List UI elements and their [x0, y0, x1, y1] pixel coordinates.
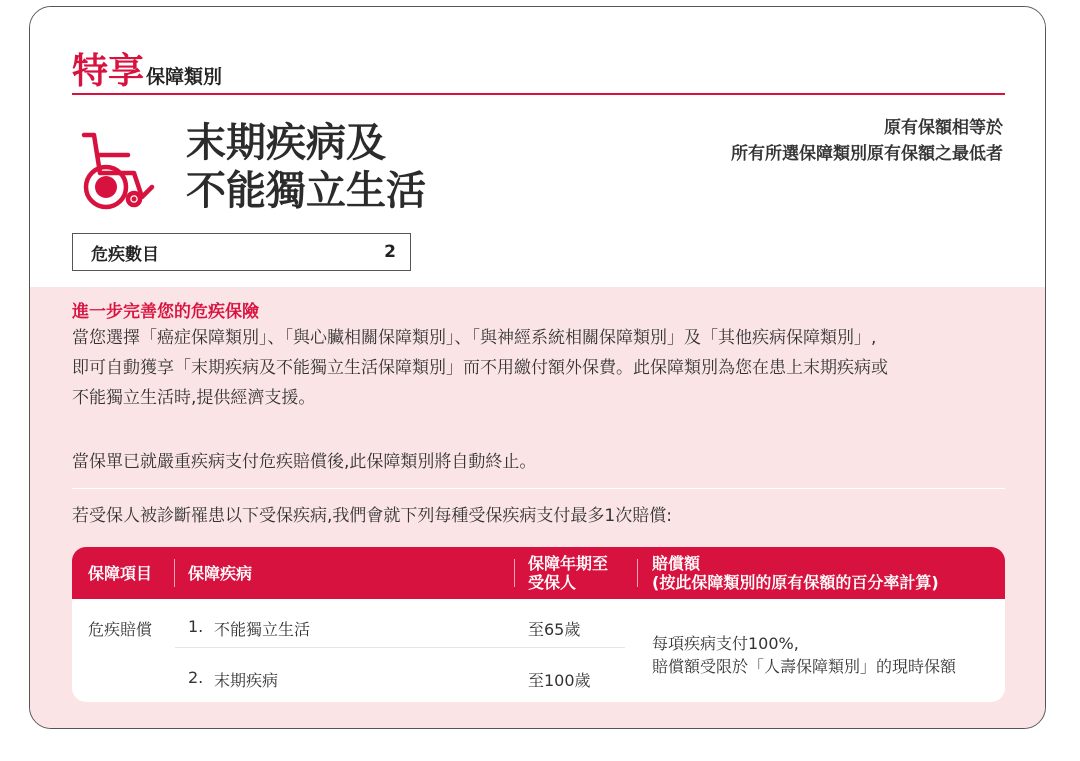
row-1-term: 至65歲 — [528, 620, 581, 639]
benefit-title — [186, 119, 426, 215]
payment-description — [652, 632, 956, 678]
termination-paragraph: 當保單已就嚴重疾病支付危疾賠償後,此保障類別將自動終止。 — [72, 452, 537, 472]
illness-count-box — [72, 233, 411, 271]
header-divider — [72, 93, 1005, 95]
header-item: 保障項目 — [88, 563, 153, 583]
claim-paragraph: 若受保人被診斷罹患以下受保疾病,我們會就下列每種受保疾病支付最多1次賠償: — [72, 506, 672, 526]
intro-line-1: 當您選擇「癌症保障類別」、「與心臟相關保障類別」、「與神經系統相關保障類別」及「其他疾病保障類別」, — [72, 328, 877, 348]
header-disease: 保障疾病 — [188, 563, 253, 583]
benefit-card — [29, 6, 1046, 729]
sum-insured-note — [731, 115, 1003, 167]
intro-paragraph — [72, 323, 1012, 413]
note-line-1: 原有保額相等於 — [884, 118, 1003, 138]
header-term-line-2: 受保人 — [528, 573, 577, 592]
payment-line-2: 賠償額受限於「人壽保障類別」的現時保額 — [652, 657, 957, 676]
intro-line-2: 即可自動獲享「末期疾病及不能獨立生活保障類別」而不用繳付額外保費。此保障類別為您在患上末期疾病或 — [72, 358, 888, 378]
wheelchair-icon — [76, 125, 172, 211]
header-payment — [652, 547, 939, 599]
section-heading: 進一步完善您的危疾保險 — [72, 302, 259, 322]
illness-count-label: 危疾數目 — [91, 244, 159, 265]
table-category: 危疾賠償 — [88, 620, 153, 639]
header-separator — [637, 559, 638, 587]
header-separator — [174, 559, 175, 587]
header-term — [528, 547, 608, 599]
header-payment-line-2: (按此保障類別的原有保額的百分率計算) — [652, 573, 939, 592]
row-2-term: 至100歲 — [528, 671, 591, 690]
payment-line-1: 每項疾病支付100%, — [652, 634, 799, 653]
header-payment-line-1: 賠償額 — [652, 554, 701, 573]
header-highlight: 特享 — [72, 51, 145, 92]
title-line-2: 不能獨立生活 — [186, 168, 426, 214]
row-1-number: 1. — [188, 617, 204, 636]
intro-line-3: 不能獨立生活時,提供經濟支援。 — [72, 388, 316, 408]
illness-count-value: 2 — [384, 242, 396, 262]
table-header — [72, 547, 1005, 599]
section-divider — [72, 488, 1005, 489]
page-header — [72, 43, 222, 94]
row-1-disease: 不能獨立生活 — [214, 620, 311, 639]
row-2-disease: 末期疾病 — [214, 671, 279, 690]
row-2-number: 2. — [188, 668, 204, 687]
note-line-2: 所有所選保障類別原有保額之最低者 — [731, 144, 1003, 164]
header-separator — [514, 559, 515, 587]
header-subtitle: 保障類別 — [146, 66, 223, 88]
row-divider — [175, 647, 625, 648]
benefit-table — [72, 547, 1005, 702]
header-term-line-1: 保障年期至 — [528, 554, 609, 573]
title-line-1: 末期疾病及 — [186, 120, 386, 166]
